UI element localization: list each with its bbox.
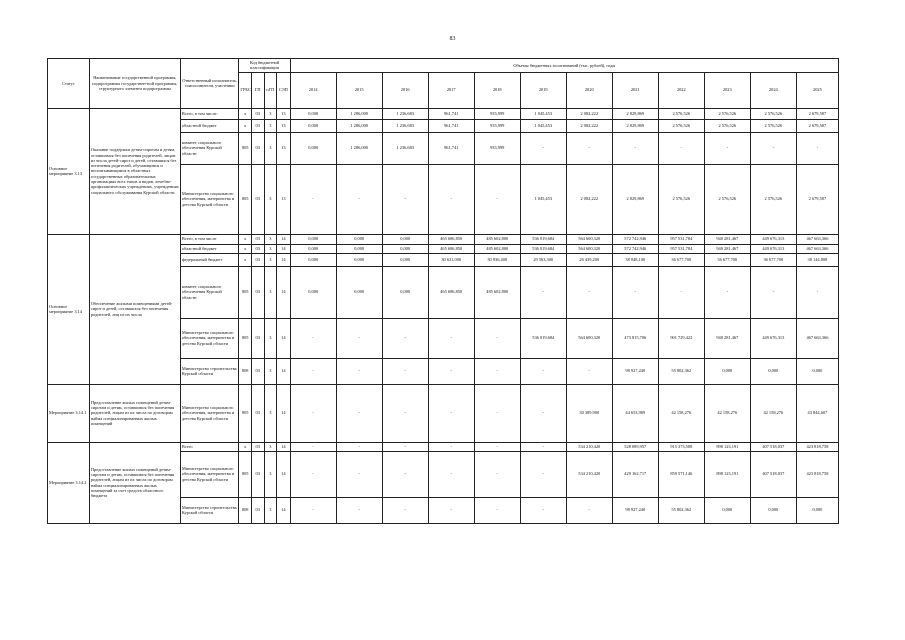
table-body	[48, 108, 839, 523]
grbs-cell: 805	[239, 164, 252, 234]
value-cell: 30 836,400	[474, 253, 520, 266]
gp-cell: 03	[251, 384, 264, 442]
value-cell: 42 158,276	[750, 384, 796, 442]
value-cell: -	[290, 442, 336, 451]
value-cell: 1 236,683	[382, 108, 428, 119]
value-cell: 2 679,587	[796, 119, 838, 132]
grbs-cell: х	[239, 244, 252, 253]
sep-cell: 14	[277, 497, 291, 523]
header-kbk-col: ГРБС	[239, 72, 252, 108]
value-cell: 0,000	[336, 234, 382, 244]
gp-cell: 03	[251, 318, 264, 358]
sep-cell: 14	[277, 384, 291, 442]
gp-cell: 03	[251, 119, 264, 132]
value-cell: 2 829,869	[612, 119, 658, 132]
pgp-cell: 3	[264, 384, 277, 442]
value-cell: 859 571,146	[658, 451, 704, 497]
value-cell: 0,000	[290, 244, 336, 253]
value-cell: 485 602,800	[474, 244, 520, 253]
header-kbk-col: пГП	[264, 72, 277, 108]
header-name: Наименование государственной программы, подпрограммы государствен-ной программы, структурного элемента подпрограммы	[89, 59, 180, 109]
value-cell: 0,000	[382, 266, 428, 318]
value-cell: -	[336, 442, 382, 451]
header-year: 2014	[290, 72, 336, 108]
header-year: 2015	[336, 72, 382, 108]
value-cell: 0,000	[796, 497, 838, 523]
value-cell: 1 236,683	[382, 132, 428, 164]
value-cell: -	[290, 164, 336, 234]
value-cell: 940 281,467	[704, 244, 750, 253]
value-cell: -	[520, 358, 566, 384]
value-cell: 2 576,526	[658, 164, 704, 234]
value-cell: -	[428, 442, 474, 451]
executor-cell: Министерство строительства Курской области	[180, 497, 239, 523]
sep-cell: 14	[277, 244, 291, 253]
value-cell: 423 818,758	[796, 451, 838, 497]
grbs-cell: х	[239, 234, 252, 244]
header-kbk-col: ГП	[251, 72, 264, 108]
value-cell: 536 019,684	[520, 244, 566, 253]
value-cell: 2 082,222	[566, 108, 612, 119]
status-cell: Основное мероприятие 3.13	[48, 108, 90, 234]
sep-cell: 14	[277, 358, 291, 384]
pgp-cell: 3	[264, 253, 277, 266]
value-cell: 407 518,037	[750, 442, 796, 451]
gp-cell: 03	[251, 442, 264, 451]
value-cell: 36 677,700	[704, 253, 750, 266]
value-cell: -	[474, 384, 520, 442]
gp-cell: 03	[251, 451, 264, 497]
status-cell: Основное мероприятие 3.14	[48, 234, 90, 384]
header-year: 2018	[474, 72, 520, 108]
value-cell: 0,000	[290, 119, 336, 132]
grbs-cell: 805	[239, 384, 252, 442]
page-number: 83	[449, 36, 456, 42]
value-cell: 935,999	[474, 132, 520, 164]
value-cell: 0,000	[382, 244, 428, 253]
value-cell: -	[750, 132, 796, 164]
value-cell: -	[474, 358, 520, 384]
header-status: Статус	[48, 59, 90, 109]
value-cell: -	[520, 266, 566, 318]
value-cell: -	[428, 497, 474, 523]
value-cell: 2 576,526	[750, 119, 796, 132]
value-cell: 2 082,222	[566, 119, 612, 132]
table-row	[48, 384, 839, 442]
value-cell: -	[428, 358, 474, 384]
value-cell: 0,000	[290, 234, 336, 244]
value-cell: 43 844,607	[796, 384, 838, 442]
header-year: 2016	[382, 72, 428, 108]
value-cell: -	[290, 384, 336, 442]
value-cell: 1 045,453	[520, 108, 566, 119]
value-cell: 1 045,453	[520, 164, 566, 234]
executor-cell: Министерство социального обеспечения, материнства и детства Курской области	[180, 318, 239, 358]
value-cell: -	[474, 451, 520, 497]
pgp-cell: 3	[264, 164, 277, 234]
value-cell: 940 281,467	[704, 234, 750, 244]
header-executor: Ответственный исполнитель, соисполнители, участники	[180, 59, 239, 109]
grbs-cell: х	[239, 108, 252, 119]
executor-cell: Министерство социального обеспечения, материнства и детства Курской области	[180, 384, 239, 442]
value-cell: 935,999	[474, 108, 520, 119]
value-cell: -	[520, 442, 566, 451]
value-cell: -	[750, 266, 796, 318]
value-cell: 1 286,000	[336, 132, 382, 164]
value-cell: 30 389,900	[566, 384, 612, 442]
value-cell: 536 019,684	[520, 234, 566, 244]
value-cell: -	[658, 266, 704, 318]
value-cell: 0,000	[336, 244, 382, 253]
value-cell: 465 686,850	[428, 234, 474, 244]
value-cell: -	[474, 442, 520, 451]
value-cell: -	[428, 384, 474, 442]
value-cell: 961,741	[428, 132, 474, 164]
value-cell: -	[474, 318, 520, 358]
value-cell: 2 082,222	[566, 164, 612, 234]
grbs-cell: 805	[239, 318, 252, 358]
sep-cell: 14	[277, 318, 291, 358]
value-cell: 564 600,320	[566, 244, 612, 253]
value-cell: 2 576,526	[704, 164, 750, 234]
value-cell: -	[336, 451, 382, 497]
value-cell: 1 045,453	[520, 119, 566, 132]
value-cell: 449 676,313	[750, 244, 796, 253]
table-header	[48, 59, 839, 109]
value-cell: 534 210,420	[566, 451, 612, 497]
value-cell: 957 531,784	[658, 234, 704, 244]
pgp-cell: 3	[264, 451, 277, 497]
value-cell: 36 677,700	[750, 253, 796, 266]
value-cell: 467 663,366	[796, 234, 838, 244]
gp-cell: 03	[251, 132, 264, 164]
name-cell: Обеспечение жилыми помещениями детей-сирот и детей, оставшихся без попечения родителей, лиц из их числа	[89, 234, 180, 384]
value-cell: -	[520, 384, 566, 442]
gp-cell: 03	[251, 358, 264, 384]
value-cell: 1 286,000	[336, 108, 382, 119]
value-cell: 961,741	[428, 108, 474, 119]
value-cell: 898 123,191	[704, 451, 750, 497]
value-cell: 98 927,240	[612, 358, 658, 384]
value-cell: -	[336, 318, 382, 358]
value-cell: 98 927,240	[612, 497, 658, 523]
value-cell: 0,000	[290, 253, 336, 266]
value-cell: 485 602,800	[474, 266, 520, 318]
sep-cell: 14	[277, 442, 291, 451]
header-year: 2024	[750, 72, 796, 108]
pgp-cell: 3	[264, 266, 277, 318]
sep-cell: 14	[277, 266, 291, 318]
value-cell: -	[428, 318, 474, 358]
value-cell: -	[336, 384, 382, 442]
gp-cell: 03	[251, 234, 264, 244]
value-cell: -	[382, 358, 428, 384]
header-year: 2025	[796, 72, 838, 108]
value-cell: -	[520, 451, 566, 497]
executor-cell: Всего, в том числе:	[180, 108, 239, 119]
value-cell: 2 679,587	[796, 108, 838, 119]
pgp-cell: 3	[264, 442, 277, 451]
value-cell: 534 210,420	[566, 442, 612, 451]
value-cell: 0,000	[750, 358, 796, 384]
value-cell: 44 653,989	[612, 384, 658, 442]
value-cell: 465 686,850	[428, 266, 474, 318]
value-cell: -	[474, 164, 520, 234]
value-cell: -	[336, 164, 382, 234]
value-cell: 0,000	[796, 358, 838, 384]
value-cell: 38 848,100	[612, 253, 658, 266]
value-cell: 0,000	[336, 266, 382, 318]
value-cell: 2 829,869	[612, 164, 658, 234]
value-cell: 2 576,526	[704, 108, 750, 119]
value-cell: 2 576,526	[658, 108, 704, 119]
executor-cell: комитет социального обеспечения Курской области	[180, 266, 239, 318]
value-cell: -	[382, 164, 428, 234]
sep-cell: 14	[277, 234, 291, 244]
value-cell: 473 815,706	[612, 318, 658, 358]
value-cell: 467 663,366	[796, 244, 838, 253]
value-cell: -	[336, 358, 382, 384]
value-cell: 961,741	[428, 119, 474, 132]
sep-cell: 13	[277, 164, 291, 234]
value-cell: -	[382, 318, 428, 358]
value-cell: 467 663,366	[796, 318, 838, 358]
header-year: 2020	[566, 72, 612, 108]
value-cell: 2 576,526	[750, 108, 796, 119]
header-year: 2023	[704, 72, 750, 108]
value-cell: -	[382, 451, 428, 497]
value-cell: -	[382, 384, 428, 442]
executor-cell: Всего, в том числе	[180, 234, 239, 244]
header-volumes: Объемы бюджетных ассигнований (тыс. рублей), годы	[290, 59, 838, 73]
header-kbk-col: СЭП	[277, 72, 291, 108]
grbs-cell: 808	[239, 358, 252, 384]
value-cell: -	[704, 266, 750, 318]
value-cell: 465 686,850	[428, 244, 474, 253]
value-cell: 42 158,276	[658, 384, 704, 442]
value-cell: 2 576,526	[750, 164, 796, 234]
value-cell: -	[566, 266, 612, 318]
gp-cell: 03	[251, 108, 264, 119]
value-cell: 55 802,362	[658, 497, 704, 523]
header-year: 2019	[520, 72, 566, 108]
value-cell: 407 518,037	[750, 451, 796, 497]
pgp-cell: 3	[264, 234, 277, 244]
value-cell: -	[796, 132, 838, 164]
value-cell: -	[520, 132, 566, 164]
value-cell: 957 531,784	[658, 244, 704, 253]
gp-cell: 03	[251, 497, 264, 523]
name-cell: Предоставление жилых помещений детям-сиротам и детям, оставшимся без попечения родителей, лицам из их числа по договорам найма специализированных жилых помещений за счет средств областного бюджета	[89, 442, 180, 523]
grbs-cell: 805	[239, 266, 252, 318]
executor-cell: областной бюджет	[180, 244, 239, 253]
pgp-cell: 3	[264, 244, 277, 253]
value-cell: -	[520, 497, 566, 523]
budget-table	[47, 58, 839, 524]
sep-cell: 14	[277, 451, 291, 497]
value-cell: -	[566, 132, 612, 164]
value-cell: 485 602,800	[474, 234, 520, 244]
value-cell: 536 019,684	[520, 318, 566, 358]
header-year: 2021	[612, 72, 658, 108]
value-cell: 1 286,000	[336, 119, 382, 132]
table-row	[48, 234, 839, 244]
value-cell: -	[704, 132, 750, 164]
value-cell: 528 089,957	[612, 442, 658, 451]
value-cell: -	[290, 358, 336, 384]
value-cell: 901 729,422	[658, 318, 704, 358]
value-cell: 423 818,758	[796, 442, 838, 451]
value-cell: -	[612, 266, 658, 318]
value-cell: 915 373,508	[658, 442, 704, 451]
value-cell: 42 158,276	[704, 384, 750, 442]
value-cell: 898 123,191	[704, 442, 750, 451]
value-cell: 0,000	[336, 253, 382, 266]
executor-cell: комитет социального обеспечения Курской области	[180, 132, 239, 164]
grbs-cell: х	[239, 253, 252, 266]
table-row	[48, 442, 839, 451]
value-cell: 0,000	[382, 234, 428, 244]
pgp-cell: 3	[264, 119, 277, 132]
executor-cell: Министерство строительства Курской области	[180, 358, 239, 384]
value-cell: -	[566, 358, 612, 384]
pgp-cell: 3	[264, 318, 277, 358]
value-cell: 0,000	[704, 497, 750, 523]
status-cell: Мероприятие 3.14.1	[48, 384, 90, 442]
value-cell: -	[658, 132, 704, 164]
sep-cell: 13	[277, 132, 291, 164]
value-cell: -	[290, 451, 336, 497]
value-cell: 940 281,467	[704, 318, 750, 358]
value-cell: 55 802,362	[658, 358, 704, 384]
value-cell: 572 742,946	[612, 234, 658, 244]
value-cell: 30 631,000	[428, 253, 474, 266]
value-cell: 38 144,808	[796, 253, 838, 266]
value-cell: -	[290, 318, 336, 358]
executor-cell: федеральный бюджет	[180, 253, 239, 266]
value-cell: -	[336, 497, 382, 523]
value-cell: 0,000	[750, 497, 796, 523]
header-kbk: Код бюджетной классификации	[239, 59, 290, 73]
executor-cell: Министерство социального обеспечения, материнства и детства Курской области	[180, 164, 239, 234]
value-cell: 572 742,946	[612, 244, 658, 253]
pgp-cell: 3	[264, 108, 277, 119]
sep-cell: 13	[277, 108, 291, 119]
pgp-cell: 3	[264, 132, 277, 164]
value-cell: -	[382, 497, 428, 523]
value-cell: -	[796, 266, 838, 318]
value-cell: 2 679,587	[796, 164, 838, 234]
grbs-cell: 805	[239, 451, 252, 497]
value-cell: 0,000	[382, 253, 428, 266]
gp-cell: 03	[251, 266, 264, 318]
value-cell: 564 600,320	[566, 318, 612, 358]
grbs-cell: 808	[239, 497, 252, 523]
name-cell: Предоставление жилых помещений детям-сиротам и детям, оставшимся без попечения родителей, лицам из их числа по договорам найма специализированных жилых помещений	[89, 384, 180, 442]
header-year: 2017	[428, 72, 474, 108]
value-cell: -	[474, 497, 520, 523]
value-cell: 935,999	[474, 119, 520, 132]
table-row	[48, 108, 839, 119]
value-cell: 0,000	[290, 132, 336, 164]
value-cell: 2 829,869	[612, 108, 658, 119]
gp-cell: 03	[251, 164, 264, 234]
value-cell: 36 677,700	[658, 253, 704, 266]
value-cell: 26 439,200	[566, 253, 612, 266]
gp-cell: 03	[251, 253, 264, 266]
executor-cell: областной бюджет	[180, 119, 239, 132]
gp-cell: 03	[251, 244, 264, 253]
value-cell: -	[612, 132, 658, 164]
value-cell: -	[290, 497, 336, 523]
value-cell: 449 676,313	[750, 318, 796, 358]
value-cell: 29 563,300	[520, 253, 566, 266]
value-cell: -	[428, 451, 474, 497]
grbs-cell: 805	[239, 132, 252, 164]
value-cell: 449 676,313	[750, 234, 796, 244]
pgp-cell: 3	[264, 358, 277, 384]
value-cell: -	[382, 442, 428, 451]
grbs-cell: х	[239, 442, 252, 451]
sep-cell: 14	[277, 253, 291, 266]
sep-cell: 13	[277, 119, 291, 132]
pgp-cell: 3	[264, 497, 277, 523]
name-cell: Оказание поддержки детям-сиротам и детям, оставшимся без попечения родителей, лицам из числа детей-сирот и детей, оставшихся без попечения родителей, обучающимся и воспитывающимся в областных государственных образовательных организациях всех типов и видов, лечебно-профилактических учреждениях, учреждениях социального обслуживания Курской области	[89, 108, 180, 234]
value-cell: 564 600,320	[566, 234, 612, 244]
value-cell: 0,000	[290, 266, 336, 318]
value-cell: 2 576,526	[704, 119, 750, 132]
value-cell: -	[428, 164, 474, 234]
value-cell: 2 576,526	[658, 119, 704, 132]
status-cell: Мероприятие 3.14.2	[48, 442, 90, 523]
value-cell: 1 236,683	[382, 119, 428, 132]
value-cell: 0,000	[290, 108, 336, 119]
value-cell: 429 162,717	[612, 451, 658, 497]
grbs-cell: х	[239, 119, 252, 132]
header-year: 2022	[658, 72, 704, 108]
executor-cell: Министерство социального обеспечения, материнства и детства Курской области	[180, 451, 239, 497]
value-cell: -	[566, 497, 612, 523]
executor-cell: Всего	[180, 442, 239, 451]
value-cell: 0,000	[704, 358, 750, 384]
